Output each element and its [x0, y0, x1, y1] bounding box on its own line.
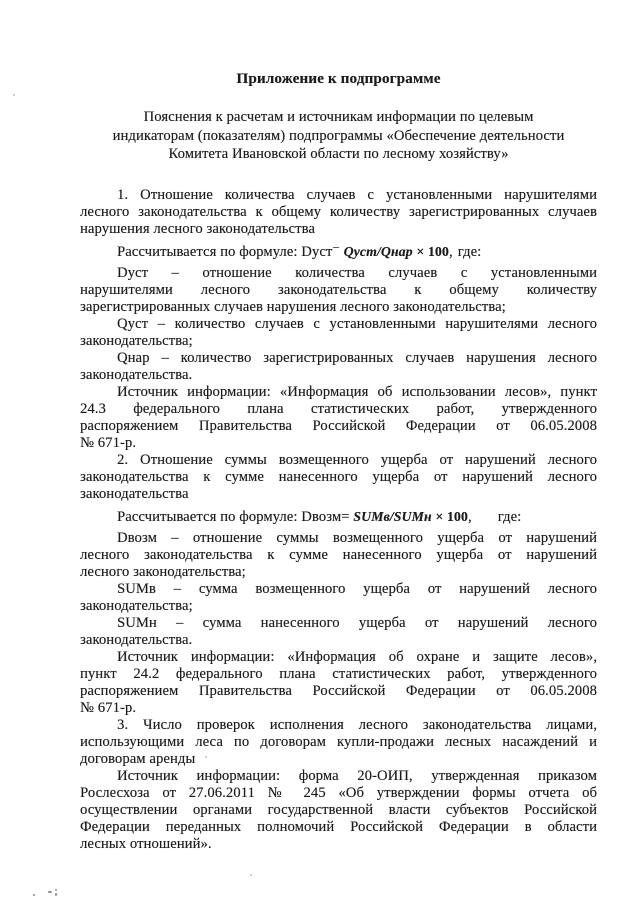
paragraph-item-3 [80, 717, 597, 768]
paragraph-dvozm-definition [80, 530, 597, 581]
scan-noise-mark [55, 889, 57, 891]
scan-noise-mark [250, 874, 252, 876]
text-line: лесных отношений». [80, 836, 212, 853]
formula-prefix: Рассчитывается по формуле: [117, 244, 298, 261]
text-line: использующими леса по договорам купли-продажи лесных насаждений и [80, 734, 597, 751]
text-line: Dвозм – отношение суммы возмещенного ущерба от нарушений [117, 530, 597, 547]
formula-equals: = [341, 509, 350, 526]
document-subtitle [80, 108, 597, 164]
text-line: Dуст – отношение количества случаев с установленными [117, 265, 597, 282]
document-title: Приложение к подпрограмме [236, 70, 441, 87]
text-line: 3. Число проверок исполнения лесного законодательства лицами, [117, 717, 597, 734]
formula-where: где: [457, 244, 482, 261]
formula-multiplier: × 100 [416, 244, 449, 260]
formula-where: где: [497, 509, 522, 526]
formula-fraction: SUMв/SUMн [353, 509, 432, 525]
text-line: Источник информации: «Информация об использовании лесов», пункт [117, 384, 597, 401]
text-line: № 671-р. [80, 700, 137, 717]
subtitle-line: Пояснения к расчетам и источникам информации по целевым [143, 109, 534, 125]
text-line: пункт 24.2 федерального плана статистических работ, утвержденного [80, 666, 597, 683]
formula-prefix: Рассчитывается по формуле: [117, 509, 298, 526]
formula-2 [80, 508, 597, 526]
text-line: Рослесхоза от 27.06.2011 № 245 «Об утверждении формы отчета об [80, 785, 597, 802]
formula-fraction: Qуст/Qнар [343, 244, 413, 260]
formula-1 [80, 240, 597, 261]
paragraph-source-2 [80, 649, 597, 717]
document-content [80, 70, 597, 853]
paragraph-qust-definition [80, 316, 597, 350]
paragraph-dust-definition [80, 265, 597, 316]
text-line: договорам аренды [80, 751, 196, 768]
text-line: Qуст – количество случаев с установленными нарушителями лесного [117, 316, 597, 333]
formula-comma: , [448, 244, 453, 261]
text-line: 2. Отношение суммы возмещенного ущерба от нарушений лесного [117, 452, 597, 469]
scan-noise-mark [48, 891, 52, 893]
text-line: 1. Отношение количества случаев с установленными нарушителями [117, 187, 597, 204]
text-line: лесного законодательства; [80, 564, 246, 581]
text-line: законодательства; [80, 598, 193, 615]
formula-equals: − [332, 240, 340, 256]
paragraph-item-2 [80, 452, 597, 503]
formula-comma: , [467, 509, 472, 526]
text-line: законодательства [80, 486, 189, 503]
text-line: законодательства к сумме нанесенного ущерба от нарушений лесного [80, 469, 597, 486]
text-line: Источник информации: «Информация об охране и защите лесов», [117, 649, 597, 666]
text-line: нарушения лесного законодательства [80, 221, 315, 238]
formula-multiplier: × 100 [435, 509, 468, 525]
text-line: SUMв – сумма возмещенного ущерба от нарушений лесного [117, 581, 597, 598]
subtitle-line: Комитета Ивановской области по лесному хозяйству» [168, 146, 509, 163]
text-line: распоряжением Правительства Российской Федерации от 06.05.2008 [80, 418, 597, 435]
paragraph-source-1 [80, 384, 597, 452]
text-line: лесного законодательства к сумме нанесенного ущерба от нарушений [80, 547, 597, 564]
text-line: Qнар – количество зарегистрированных случаев нарушения лесного [117, 350, 597, 367]
formula-variable: Dвозм [301, 509, 342, 526]
text-line: законодательства; [80, 333, 193, 350]
paragraph-source-3 [80, 768, 597, 853]
scan-noise-mark [205, 756, 207, 758]
scan-noise-mark [55, 893, 57, 896]
text-line: Федерации переданных полномочий Российской Федерации в области [80, 819, 597, 836]
text-line: лесного законодательства к общему количеству зарегистрированных случаев [80, 204, 597, 221]
scan-noise-mark [33, 894, 35, 896]
paragraph-sumn-definition [80, 615, 597, 649]
formula-variable: Dуст [301, 244, 333, 261]
text-line: нарушителями лесного законодательства к общему количеству [80, 282, 597, 299]
paragraph-item-1 [80, 187, 597, 238]
text-line: SUMн – сумма нанесенного ущерба от нарушений лесного [117, 615, 597, 632]
text-line: законодательства. [80, 632, 193, 649]
paragraph-qnar-definition [80, 350, 597, 384]
text-line: осуществлении органами государственной власти субъектов Российской [80, 802, 597, 819]
text-line: зарегистрированных случаев нарушения лесного законодательства; [80, 299, 506, 316]
scan-noise-mark [13, 94, 15, 96]
text-line: Источник информации: форма 20-ОИП, утвержденная приказом [117, 768, 597, 785]
text-line: распоряжением Правительства Российской Федерации от 06.05.2008 [80, 683, 597, 700]
text-line: законодательства. [80, 367, 193, 384]
text-line: № 671-р. [80, 435, 137, 452]
paragraph-sumv-definition [80, 581, 597, 615]
text-line: 24.3 федерального плана статистических работ, утвержденного [80, 401, 597, 418]
subtitle-line: индикаторам (показателям) подпрограммы «Обеспечение деятельности [112, 127, 565, 144]
